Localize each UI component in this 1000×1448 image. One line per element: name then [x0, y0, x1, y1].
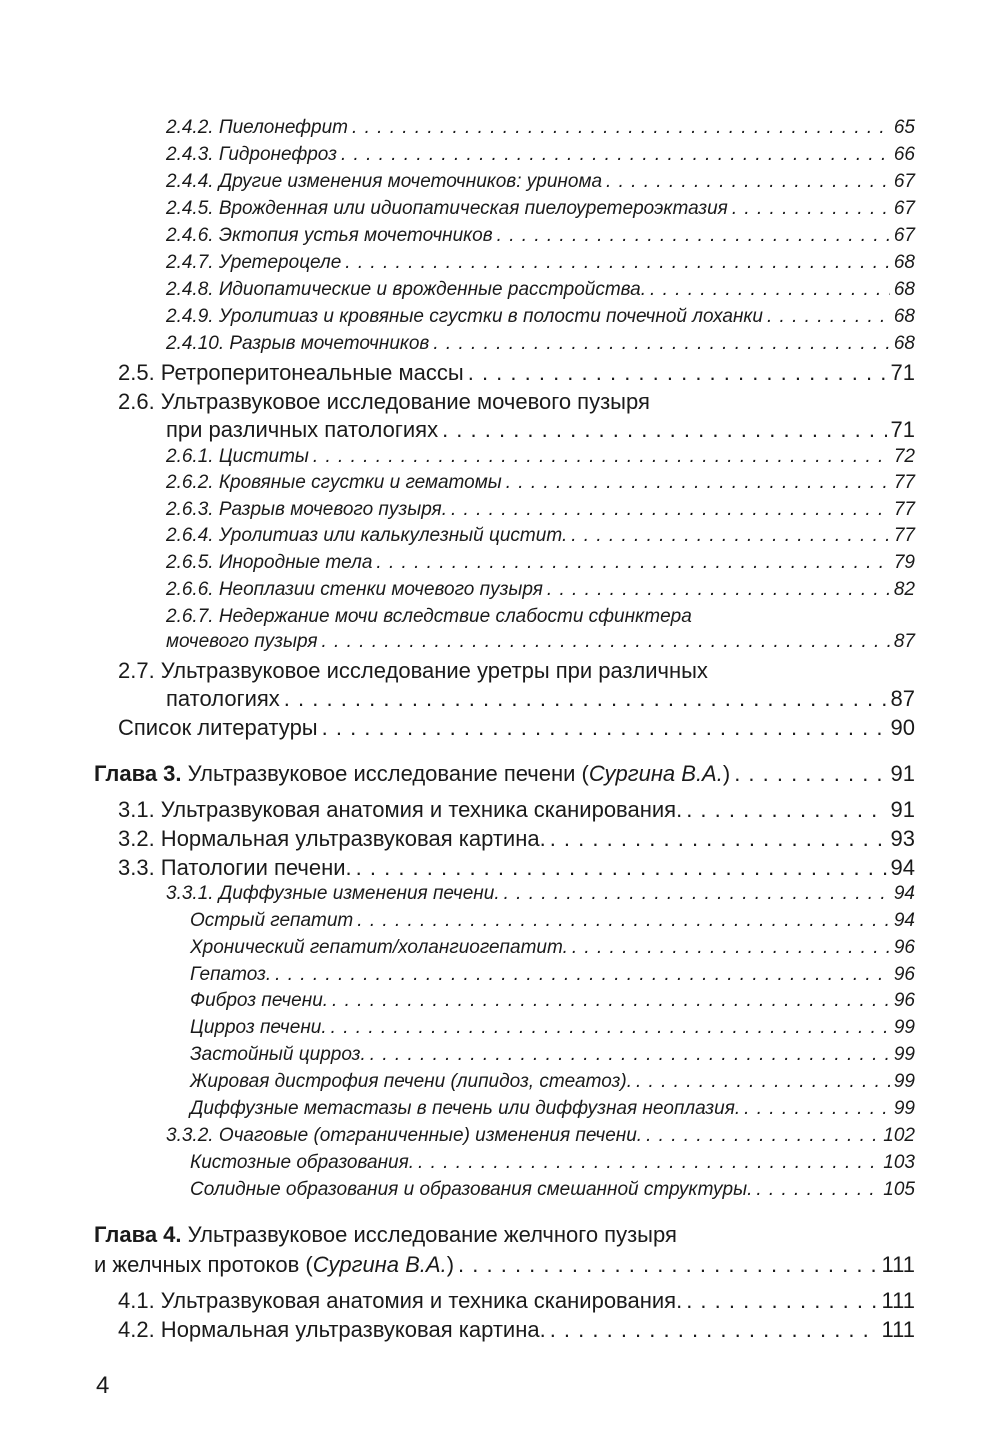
toc-entry	[190, 1179, 915, 1201]
chapter-title-continued: и желчных протоков (	[94, 1252, 313, 1277]
toc-entry-title: 2.6. Ультразвуковое исследование мочевого пузыря	[118, 389, 650, 414]
toc-entry-title: Цирроз печени.	[190, 1017, 327, 1038]
toc-entry-title: 2.4.3. Гидронефроз	[166, 144, 337, 165]
toc-entry-page: 99	[893, 1071, 915, 1092]
toc-entry	[166, 883, 915, 905]
toc-entry-page: 94	[893, 883, 915, 904]
toc-entry-page: 66	[893, 144, 915, 165]
toc-entry-page: 111	[881, 1252, 915, 1277]
leader-dots	[458, 1252, 878, 1278]
leader-dots	[571, 525, 890, 547]
toc-entry-page: 90	[890, 715, 915, 740]
chapter-author: Сургина В.А.	[312, 1252, 447, 1277]
chapter-entry	[94, 761, 915, 787]
toc-entry-page: 67	[893, 198, 915, 219]
leader-dots	[646, 1125, 879, 1147]
leader-dots	[376, 552, 889, 574]
toc-entry-page: 96	[893, 990, 915, 1011]
toc-entry-title: 3.3. Патологии печени.	[118, 855, 352, 880]
toc-entry	[118, 797, 915, 823]
toc-entry-title: Диффузные метастазы в печень или диффузная неоплазия.	[190, 1098, 741, 1119]
toc-entry-title: 2.4.9. Уролитиаз и кровяные сгустки в полости почечной лоханки	[166, 306, 763, 327]
toc-entry	[166, 117, 915, 139]
chapter-title: Ультразвуковое исследование печени (	[181, 761, 589, 786]
leader-dots	[451, 499, 890, 521]
leader-dots	[284, 686, 887, 712]
toc-entry	[190, 937, 915, 959]
toc-entry-title: 2.4.5. Врожденная или идиопатическая пиелоуретероэктазия	[166, 198, 728, 219]
toc-entry-title-continued: мочевого пузыря	[166, 631, 318, 652]
toc-entry-page: 111	[881, 1288, 915, 1313]
toc-entry-page: 96	[893, 964, 915, 985]
toc-entry-title: 2.6.2. Кровяные сгустки и гематомы	[166, 472, 502, 493]
toc-entry-page: 79	[893, 552, 915, 573]
leader-dots	[744, 1098, 890, 1120]
toc-entry-title-continued: патологиях	[166, 686, 280, 711]
toc-entry-page: 99	[893, 1017, 915, 1038]
toc-entry-page: 99	[893, 1098, 915, 1119]
toc-entry	[190, 1044, 915, 1066]
toc-entry-page: 68	[893, 306, 915, 327]
toc-entry	[166, 279, 915, 301]
toc-entry	[166, 552, 915, 574]
leader-dots	[341, 144, 890, 166]
toc-entry	[166, 306, 915, 328]
toc-entry	[166, 333, 915, 355]
toc-entry-title: Солидные образования и образования смешанной структуры.	[190, 1179, 753, 1200]
toc-entry	[166, 171, 915, 193]
chapter-entry	[94, 1222, 915, 1248]
toc-entry-title: Хронический гепатит/холангиогепатит.	[190, 937, 568, 958]
toc-entry-page: 102	[883, 1125, 915, 1146]
chapter-entry-continued	[94, 1252, 915, 1278]
toc-entry	[166, 686, 915, 712]
toc-entry-page: 96	[893, 937, 915, 958]
leader-dots	[686, 797, 886, 823]
toc-entry	[190, 1071, 915, 1093]
toc-entry-page: 77	[893, 499, 915, 520]
toc-entry-page: 65	[893, 117, 915, 138]
toc-entry-page: 71	[890, 360, 915, 385]
toc-entry-page: 68	[893, 333, 915, 354]
toc-entry-title: Острый гепатит	[190, 910, 354, 931]
toc-entry-title: Список литературы	[118, 715, 318, 740]
leader-dots	[572, 937, 890, 959]
toc-entry	[118, 1288, 915, 1314]
toc-entry	[166, 225, 915, 247]
toc-entry-title: 2.4.8. Идиопатические и врожденные расстройства.	[166, 279, 647, 300]
leader-dots	[418, 1152, 879, 1174]
toc-entry-page: 99	[893, 1044, 915, 1065]
toc-entry	[118, 855, 915, 881]
toc-entry-page: 68	[893, 252, 915, 273]
toc-entry-title: Жировая дистрофия печени (липидоз, стеатоз).	[190, 1071, 632, 1092]
toc-entry-title: 3.3.1. Диффузные изменения печени.	[166, 883, 500, 904]
toc-entry-title: 2.6.6. Неоплазии стенки мочевого пузыря	[166, 579, 543, 600]
leader-dots	[331, 1017, 890, 1039]
toc-entry-title: 2.5. Ретроперитонеальные массы	[118, 360, 464, 385]
toc-entry	[118, 715, 915, 741]
leader-dots	[506, 472, 890, 494]
toc-entry-page: 67	[893, 225, 915, 246]
toc-entry-title: 4.1. Ультразвуковая анатомия и техника сканирования.	[118, 1288, 683, 1313]
toc-entry-title: Кистозные образования.	[190, 1152, 415, 1173]
toc-entry-title: Фиброз печени.	[190, 990, 329, 1011]
toc-entry	[190, 964, 915, 986]
toc-entry-title: 2.6.1. Циститы	[166, 446, 309, 467]
toc-entry-title: 4.2. Нормальная ультразвуковая картина.	[118, 1317, 546, 1342]
toc-entry	[166, 198, 915, 220]
leader-dots	[313, 446, 890, 468]
toc-entry	[166, 579, 915, 601]
toc-entry-title: 2.6.3. Разрыв мочевого пузыря.	[166, 499, 447, 520]
toc-entry-title: 2.4.10. Разрыв мочеточников	[166, 333, 430, 354]
toc-entry-page: 103	[883, 1152, 915, 1173]
toc-entry-page: 87	[893, 631, 915, 652]
toc-entry	[190, 1098, 915, 1120]
toc-entry	[166, 417, 915, 443]
leader-dots	[433, 333, 890, 355]
leader-dots	[550, 1317, 878, 1343]
toc-entry-title: 3.3.2. Очаговые (отграниченные) изменения печени.	[166, 1125, 643, 1146]
chapter-label: Глава 3.	[94, 761, 182, 786]
toc-entry-page: 91	[890, 797, 915, 822]
chapter-title: Ультразвуковое исследование желчного пузыря	[181, 1222, 677, 1247]
toc-entry-page: 67	[893, 171, 915, 192]
leader-dots	[468, 360, 887, 386]
toc-entry	[166, 1125, 915, 1147]
toc-entry-title: 2.6.4. Уролитиаз или калькулезный цистит.	[166, 525, 568, 546]
toc-entry-title: 3.1. Ультразвуковая анатомия и техника сканирования.	[118, 797, 683, 822]
leader-dots	[650, 279, 890, 301]
toc-entry	[118, 360, 915, 386]
toc-entry-title-continued: при различных патологиях	[166, 417, 439, 442]
leader-dots	[275, 964, 890, 986]
leader-dots	[352, 117, 890, 139]
toc-entry-title: Гепатоз.	[190, 964, 272, 985]
toc-entry-title: Застойный цирроз.	[190, 1044, 366, 1065]
toc-entry-title: 3.2. Нормальная ультразвуковая картина.	[118, 826, 546, 851]
page-number: 4	[96, 1372, 110, 1399]
toc-entry	[190, 1152, 915, 1174]
toc-entry-page: 87	[890, 686, 915, 711]
toc-entry-page: 105	[883, 1179, 915, 1200]
toc-entry-page: 68	[893, 279, 915, 300]
toc-entry-page: 82	[893, 579, 915, 600]
toc-entry-title: 2.6.7. Недержание мочи вследствие слабости сфинктера	[166, 606, 692, 627]
toc-entry-title: 2.4.6. Эктопия устья мочеточников	[166, 225, 493, 246]
toc-entry-page: 72	[893, 446, 915, 467]
toc-entry-page: 93	[890, 826, 915, 851]
leader-dots	[734, 761, 886, 787]
toc-entry-title: 2.6.5. Инородные тела	[166, 552, 373, 573]
leader-dots	[357, 910, 890, 932]
toc-entry-page: 94	[893, 910, 915, 931]
toc-entry	[190, 1017, 915, 1039]
chapter-title-close: )	[722, 761, 731, 786]
toc-entry	[166, 144, 915, 166]
leader-dots	[356, 855, 887, 881]
toc-entry	[190, 910, 915, 932]
leader-dots	[504, 883, 890, 905]
leader-dots	[756, 1179, 879, 1201]
leader-dots	[686, 1288, 877, 1314]
toc-entry-title: 2.7. Ультразвуковое исследование уретры при различных	[118, 658, 708, 683]
toc-entry-page: 94	[890, 855, 915, 880]
leader-dots	[732, 198, 890, 220]
leader-dots	[547, 579, 890, 601]
toc-entry-page: 77	[893, 472, 915, 493]
leader-dots	[606, 171, 890, 193]
leader-dots	[321, 631, 889, 653]
chapter-label: Глава 4.	[94, 1222, 182, 1247]
leader-dots	[550, 826, 887, 852]
leader-dots	[370, 1044, 890, 1066]
toc-entry-page: 111	[881, 1317, 915, 1342]
toc-entry	[166, 631, 915, 653]
toc-entry-title: 2.4.7. Уретероцеле	[166, 252, 342, 273]
toc-entry	[190, 990, 915, 1012]
toc-entry	[166, 446, 915, 468]
leader-dots	[497, 225, 890, 247]
toc-entry-page: 71	[890, 417, 915, 442]
chapter-title-close: )	[446, 1252, 455, 1277]
leader-dots	[332, 990, 890, 1012]
leader-dots	[322, 715, 887, 741]
toc-entry	[166, 252, 915, 274]
toc-entry-title: 2.4.4. Другие изменения мочеточников: уринома	[166, 171, 603, 192]
leader-dots	[767, 306, 890, 328]
toc-entry-page: 91	[890, 761, 915, 786]
chapter-author: Сургина В.А.	[588, 761, 723, 786]
toc-entry	[166, 472, 915, 494]
toc-entry	[118, 1317, 915, 1343]
toc-entry-page: 77	[893, 525, 915, 546]
toc-entry	[118, 826, 915, 852]
toc-entry-title: 2.4.2. Пиелонефрит	[166, 117, 349, 138]
leader-dots	[442, 417, 886, 443]
toc-entry	[166, 525, 915, 547]
leader-dots	[345, 252, 890, 274]
toc-entry	[166, 499, 915, 521]
leader-dots	[636, 1071, 890, 1093]
